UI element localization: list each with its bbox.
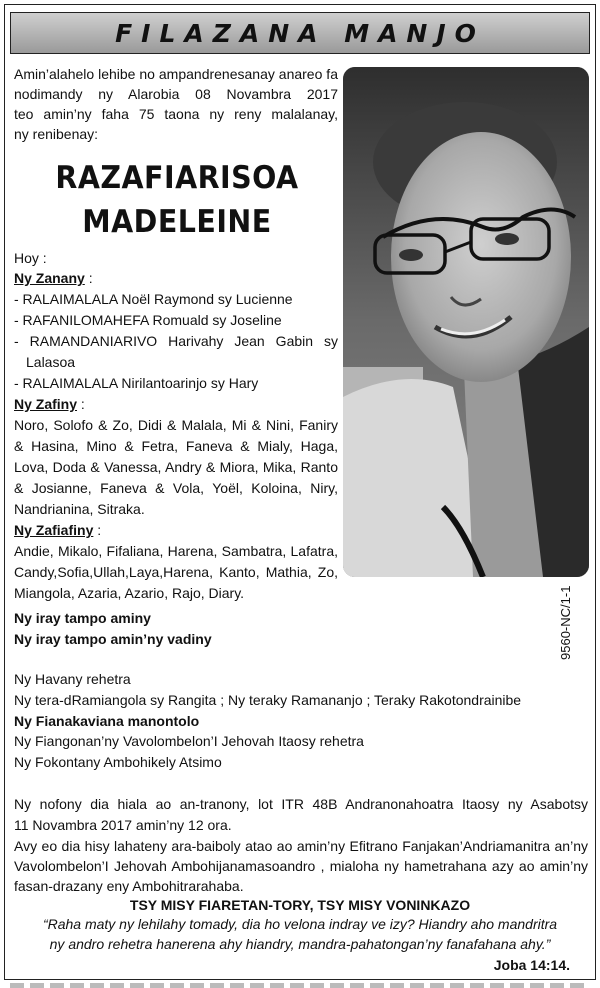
hoy-label: Hoy : — [14, 250, 47, 266]
fianakaviana-line: Ny Fianakaviana manontolo — [14, 713, 200, 729]
intro-line: nodimandy ny Alarobia 08 Novambra 2017 — [14, 86, 338, 102]
funeral-line: 11 Novambra 2017 amin’ny 12 ora. — [14, 817, 232, 833]
zanany-colon: : — [84, 270, 93, 286]
quote-line: ny andro rehetra hanerena ahy hiandry, mandra-pahatongan’ny fanafahana ahy.” — [49, 936, 551, 952]
intro-line: ny renibenay: — [14, 126, 99, 142]
zafiafiny-heading — [14, 520, 101, 540]
zafiny-heading — [14, 394, 85, 414]
quote-line: “Raha maty ny lehilahy tomady, dia ho velona indray ve izy? Hiandry aho mandritra — [42, 916, 558, 932]
list-item: - RALAIMALALA Noël Raymond sy Lucienne — [14, 291, 293, 307]
fiangonana-line: Ny Fokontany Ambohikely Atsimo — [14, 754, 222, 770]
zanany-heading — [14, 268, 93, 288]
zafiafiny-title: Ny Zafiafiny — [14, 522, 94, 538]
zafiny-line: & Hasina, Mino & Fetra, Faneva & Mialy, Haga, — [14, 438, 338, 454]
havany-line: Ny tera-dRamiangola sy Rangita ; Ny teraky Ramananjo ; Teraky Rakotondrainibe — [14, 692, 522, 708]
funeral-line: Vavolombelon’I Jehovah Ambohijanamasoandro , mialoha ny hametrahana azy ao amin’ny — [14, 858, 588, 874]
tampo-line: Ny iray tampo aminy — [14, 610, 151, 626]
zafiny-colon: : — [77, 396, 85, 412]
funeral-line: fasan-drazany eny Ambohitrarahaba. — [14, 878, 244, 894]
tampo-line: Ny iray tampo amin’ny vadiny — [14, 631, 212, 647]
header-banner — [10, 12, 590, 54]
zafiny-line: Nandrianina, Sitraka. — [14, 501, 145, 517]
havany-line: Ny Havany rehetra — [14, 671, 131, 687]
fiangonana-line: Ny Fiangonan’ny Vavolombelon’I Jehovah Itaosy rehetra — [14, 733, 364, 749]
funeral-line: Ny nofony dia hiala ao an-tranony, lot ITR 48B Andranonahoatra Itaosy ny Asabotsy — [14, 796, 588, 812]
funeral-line: Avy eo dia hisy lahateny ara-baiboly atao ao amin’ny Efitrano Fanjakan’Andriamanitra an’ny — [14, 838, 588, 854]
portrait-photo — [343, 67, 589, 577]
footer-strip — [10, 983, 590, 988]
zafiafiny-colon: : — [93, 522, 102, 538]
deceased-name-line1: RAZAFIARISOA — [55, 160, 299, 196]
zafiny-line: Noro, Solofo & Zo, Didi & Malala, Mi & Nini, Faniry — [14, 417, 338, 433]
intro-line: teo amin’ny faha 75 taona ny reny malalanay, — [14, 106, 338, 122]
zafiafiny-line: Candy,Sofia,Ullah,Laya,Harena, Kanto, Mathia, Zo, — [14, 564, 338, 580]
ad-code: 9560-NC/1-1 — [558, 585, 573, 660]
zanany-title: Ny Zanany — [14, 270, 85, 286]
zafiafiny-line: Andie, Mikalo, Fifaliana, Harena, Sambatra, Lafatra, — [14, 543, 338, 559]
deceased-name-line2: MADELEINE — [82, 204, 272, 240]
notice-line: TSY MISY FIARETAN-TORY, TSY MISY VONINKAZO — [129, 897, 471, 913]
verse-reference: Joba 14:14. — [493, 957, 570, 973]
zafiny-title: Ny Zafiny — [14, 396, 78, 412]
intro-line: Amin’alahelo lehibe no ampandrenesanay anareo fa — [14, 66, 338, 82]
list-item: - RAMANDANIARIVO Harivahy Jean Gabin sy — [14, 333, 338, 349]
list-item: Lalasoa — [26, 354, 76, 370]
portrait-illustration — [343, 67, 589, 577]
page-title: FILAZANA MANJO — [115, 18, 485, 48]
zafiny-line: & Josianne, Faneva & Vola, Yoël, Koloina, Niry, — [14, 480, 338, 496]
list-item: - RALAIMALALA Nirilantoarinjo sy Hary — [14, 375, 259, 391]
zafiny-line: Lova, Doda & Vanessa, Andry & Miora, Mika, Ranto — [14, 459, 338, 475]
list-item: - RAFANILOMAHEFA Romuald sy Joseline — [14, 312, 282, 328]
zafiafiny-line: Miangola, Azaria, Azario, Rajo, Diary. — [14, 585, 245, 601]
